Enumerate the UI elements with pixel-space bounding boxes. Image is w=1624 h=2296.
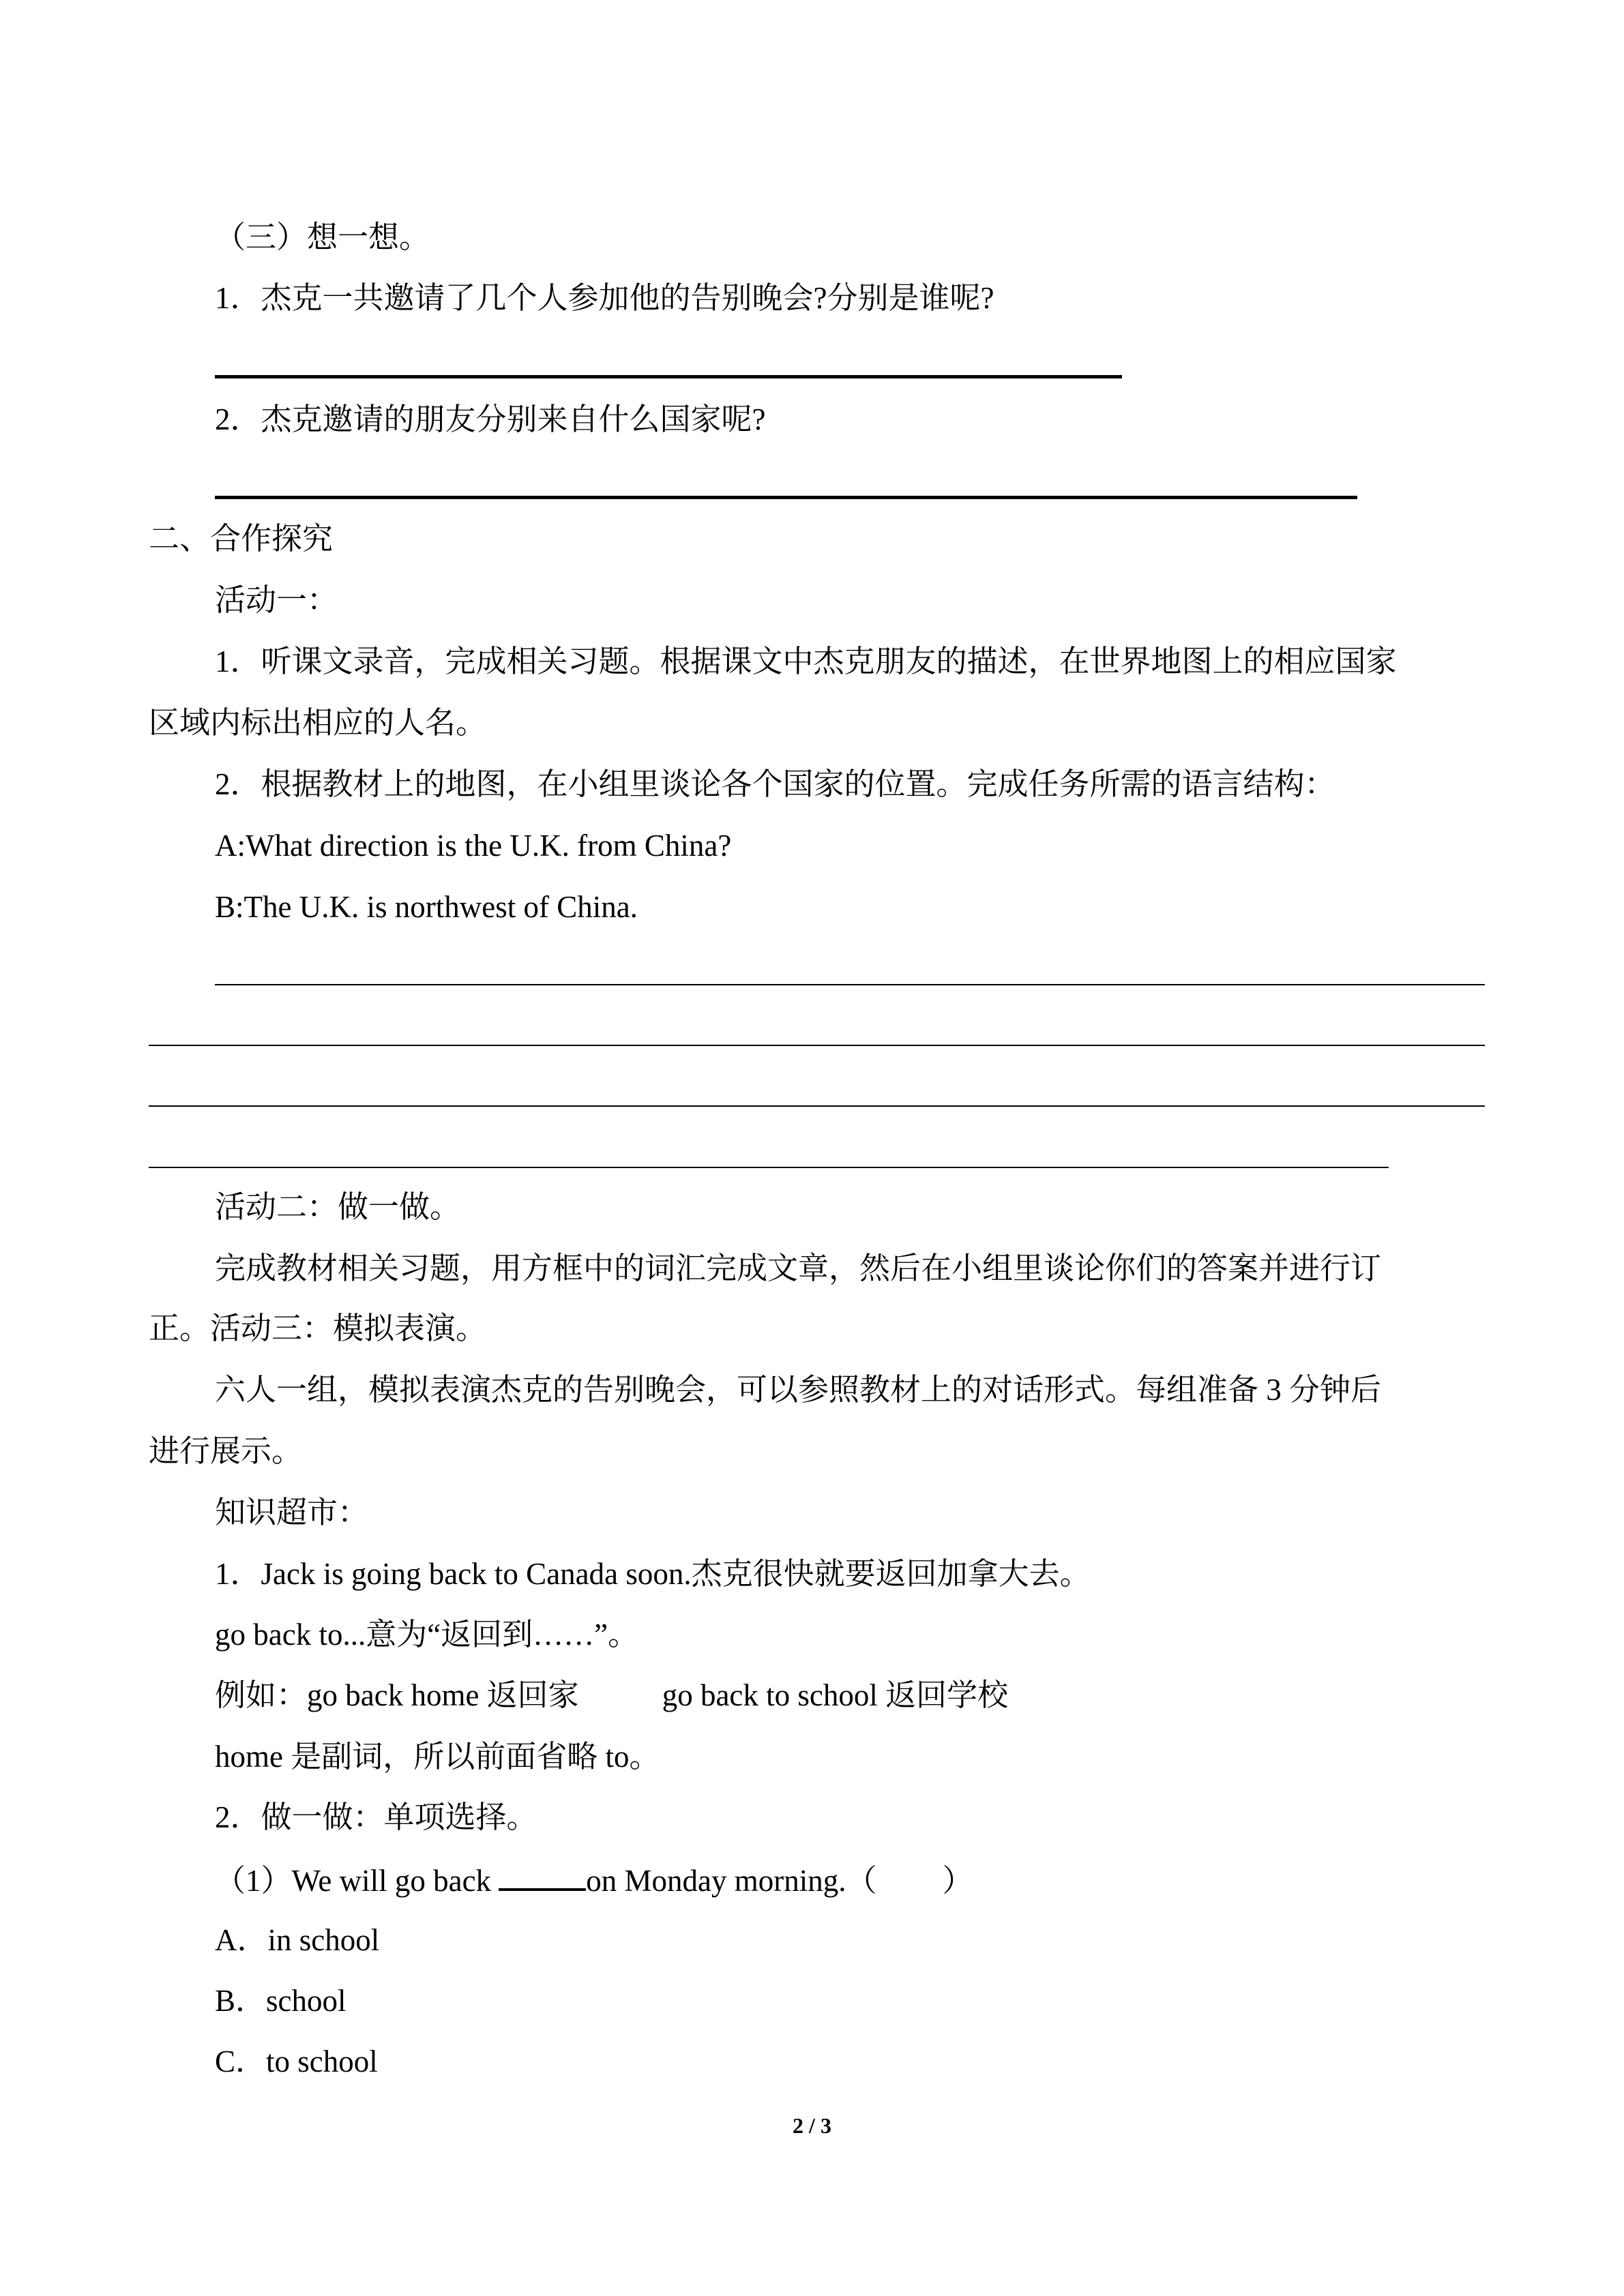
question-1: 1．杰克一共邀请了几个人参加他的告别晚会?分别是谁呢?: [215, 281, 994, 315]
activity-2-title: 活动二：做一做。: [215, 1190, 461, 1224]
option-b: B．school: [215, 1984, 346, 2018]
question-text-before: （1）We will go back: [215, 1864, 499, 1898]
option-c: C．to school: [215, 2044, 378, 2078]
dialog-b: B:The U.K. is northwest of China.: [215, 890, 638, 924]
answer-line: [215, 496, 1357, 499]
knowledge-note: home 是副词，所以前面省略 to。: [215, 1740, 660, 1774]
option-a: A．in school: [215, 1923, 380, 1957]
writing-line: [215, 984, 1485, 985]
writing-line: [149, 1167, 1389, 1168]
knowledge-explain: go back to...意为“返回到……”。: [215, 1617, 639, 1652]
activity-2-text: 完成教材相关习题，用方框中的词汇完成文章，然后在小组里谈论你们的答案并进行订: [215, 1251, 1382, 1285]
dialog-a: A:What direction is the U.K. from China?: [215, 829, 732, 863]
activity-1-item-2: 2．根据教材上的地图，在小组里谈论各个国家的位置。完成任务所需的语言结构：: [215, 767, 1335, 801]
page-number: 2 / 3: [793, 2113, 831, 2138]
question-2: 2．杰克邀请的朋友分别来自什么国家呢?: [215, 402, 766, 436]
activity-3-text: 六人一组，模拟表演杰克的告别晚会，可以参照教材上的对话形式。每组准备 3 分钟后: [215, 1373, 1382, 1407]
knowledge-example: [215, 1675, 1008, 1716]
answer-line: [215, 375, 1122, 378]
activity-1-item-1: 1．听课文录音，完成相关习题。根据课文中杰克朋友的描述，在世界地图上的相应国家: [215, 644, 1397, 679]
part-heading: 二、合作探究: [149, 522, 334, 556]
fill-blank[interactable]: [499, 1858, 586, 1891]
example-b: go back to school 返回学校: [662, 1678, 1009, 1712]
section-heading: （三）想一想。: [215, 220, 430, 254]
activity-3-text-cont: 进行展示。: [149, 1434, 303, 1468]
writing-line: [149, 1045, 1485, 1046]
knowledge-item-2: 2．做一做：单项选择。: [215, 1800, 537, 1834]
knowledge-title: 知识超市：: [215, 1495, 369, 1530]
choice-question: [215, 1858, 973, 1901]
example-a: 例如：go back home 返回家: [215, 1678, 579, 1712]
activity-1-item-1-cont: 区域内标出相应的人名。: [149, 706, 487, 740]
activity-2-text-cont: 正。活动三：模拟表演。: [149, 1311, 487, 1345]
activity-1-title: 活动一：: [215, 583, 338, 617]
question-close: ）: [942, 1864, 973, 1898]
writing-line: [149, 1105, 1485, 1107]
question-text-after: on Monday morning.（: [586, 1864, 877, 1898]
knowledge-item-1: 1．Jack is going back to Canada soon.杰克很快就要返回加拿大去。: [215, 1557, 1091, 1591]
